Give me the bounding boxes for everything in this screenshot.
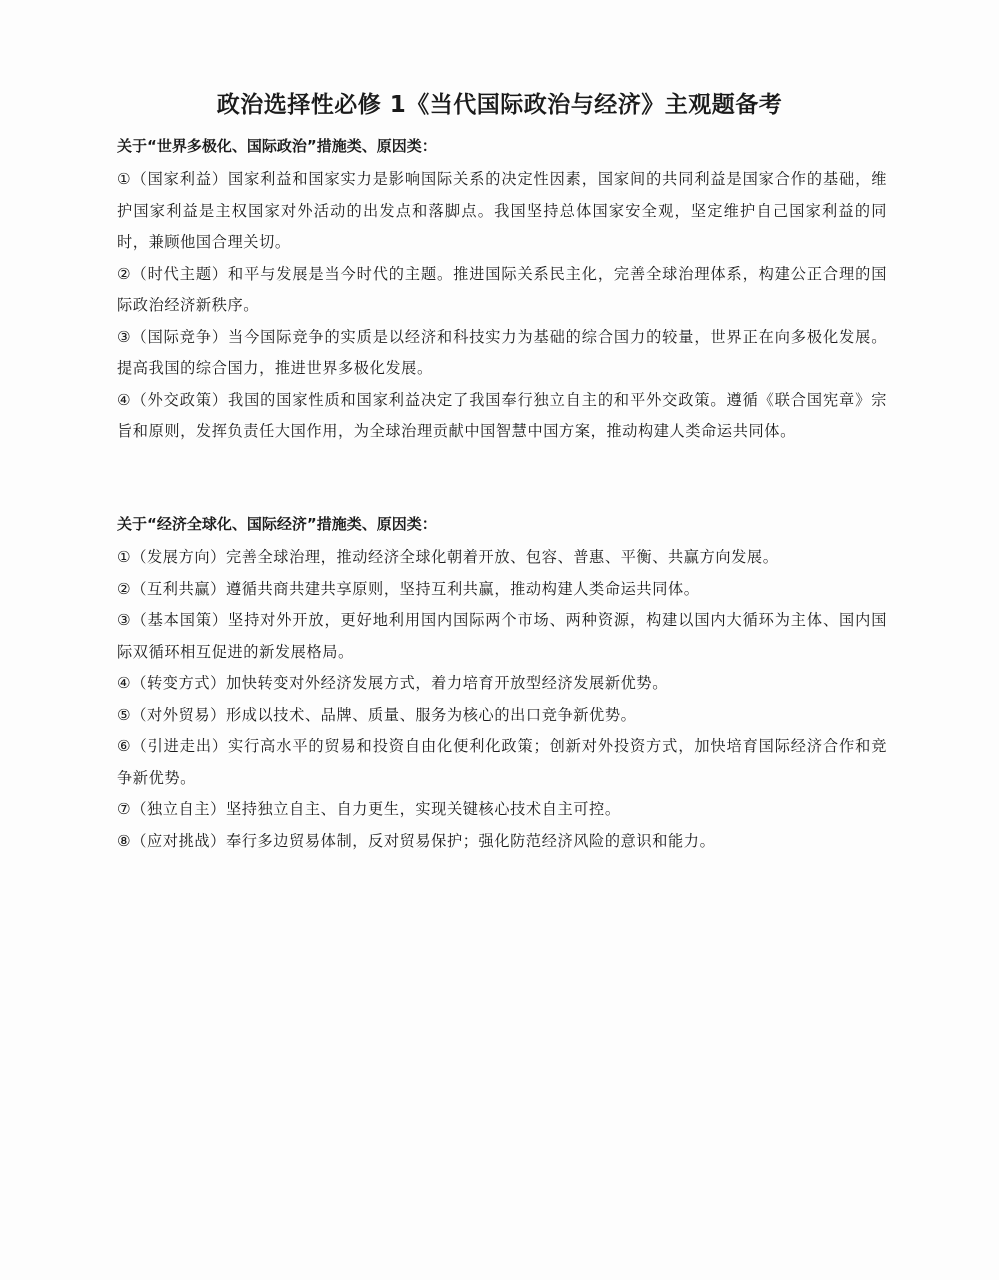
item-number: ②	[117, 264, 132, 283]
section-world-politics	[117, 134, 887, 448]
item-number: ③	[117, 327, 132, 346]
item-text: （转变方式）加快转变对外经济发展方式，着力培育开放型经济发展新优势。	[131, 674, 668, 692]
list-item	[117, 322, 887, 385]
item-text: （应对挑战）奉行多边贸易体制，反对贸易保护；强化防范经济风险的意识和能力。	[131, 831, 716, 850]
list-item	[117, 542, 887, 574]
list-item	[117, 605, 887, 668]
item-number: ①	[117, 170, 132, 188]
list-item	[117, 668, 887, 700]
item-text: （基本国策）坚持对外开放，更好地利用国内国际两个市场、两种资源，构建以国内大循环为主体、国内国际双循环相互促进的新发展格局。	[117, 611, 888, 661]
item-text: （互利共赢）遵循共商共建共享原则，坚持互利共赢，推动构建人类命运共同体。	[131, 579, 700, 598]
list-item	[117, 164, 887, 259]
item-number: ⑤	[117, 705, 132, 724]
item-number: ③	[117, 611, 132, 629]
list-item	[117, 731, 887, 794]
page-title: 政治选择性必修 1《当代国际政治与经济》主观题备考	[216, 92, 783, 118]
item-text: （引进走出）实行高水平的贸易和投资自由化便利化政策；创新对外投资方式，加快培育国际经济合作和竞争新优势。	[117, 737, 888, 787]
list-item	[117, 826, 887, 858]
section-heading: 关于“世界多极化、国际政治”措施类、原因类：	[117, 137, 437, 155]
item-text: （对外贸易）形成以技术、品牌、质量、服务为核心的出口竞争新优势。	[131, 705, 637, 724]
section-heading: 关于“经济全球化、国际经济”措施类、原因类：	[117, 515, 437, 533]
item-text: （国家利益）国家利益和国家实力是影响国际关系的决定性因素，国家间的共同利益是国家合作的基础，维护国家利益是主权国家对外活动的出发点和落脚点。我国坚持总体国家安全观，坚定维护自己国家利益的同时，兼顾他国合理关切。	[117, 170, 888, 251]
list-item	[117, 700, 887, 732]
item-number: ⑧	[117, 831, 132, 850]
item-number: ④	[117, 674, 132, 692]
item-number: ②	[117, 579, 132, 598]
item-number: ④	[117, 390, 132, 409]
section-global-economy	[117, 512, 887, 857]
item-text: （独立自主）坚持独立自主、自力更生，实现关键核心技术自主可控。	[131, 800, 621, 818]
item-text: （发展方向）完善全球治理，推动经济全球化朝着开放、包容、普惠、平衡、共赢方向发展。	[131, 548, 779, 566]
list-item	[117, 385, 887, 448]
item-number: ⑦	[117, 800, 132, 818]
list-item	[117, 574, 887, 606]
list-item	[117, 794, 887, 826]
item-text: （国际竞争）当今国际竞争的实质是以经济和科技实力为基础的综合国力的较量，世界正在向多极化发展。提高我国的综合国力，推进世界多极化发展。	[117, 327, 888, 377]
item-number: ⑥	[117, 737, 132, 755]
item-text: （时代主题）和平与发展是当今时代的主题。推进国际关系民主化，完善全球治理体系，构建公正合理的国际政治经济新秩序。	[117, 264, 888, 314]
item-number: ①	[117, 548, 132, 566]
item-text: （外交政策）我国的国家性质和国家利益决定了我国奉行独立自主的和平外交政策。遵循《联合国宪章》宗旨和原则，发挥负责任大国作用，为全球治理贡献中国智慧中国方案，推动构建人类命运共同体。	[117, 390, 888, 440]
list-item	[117, 259, 887, 322]
